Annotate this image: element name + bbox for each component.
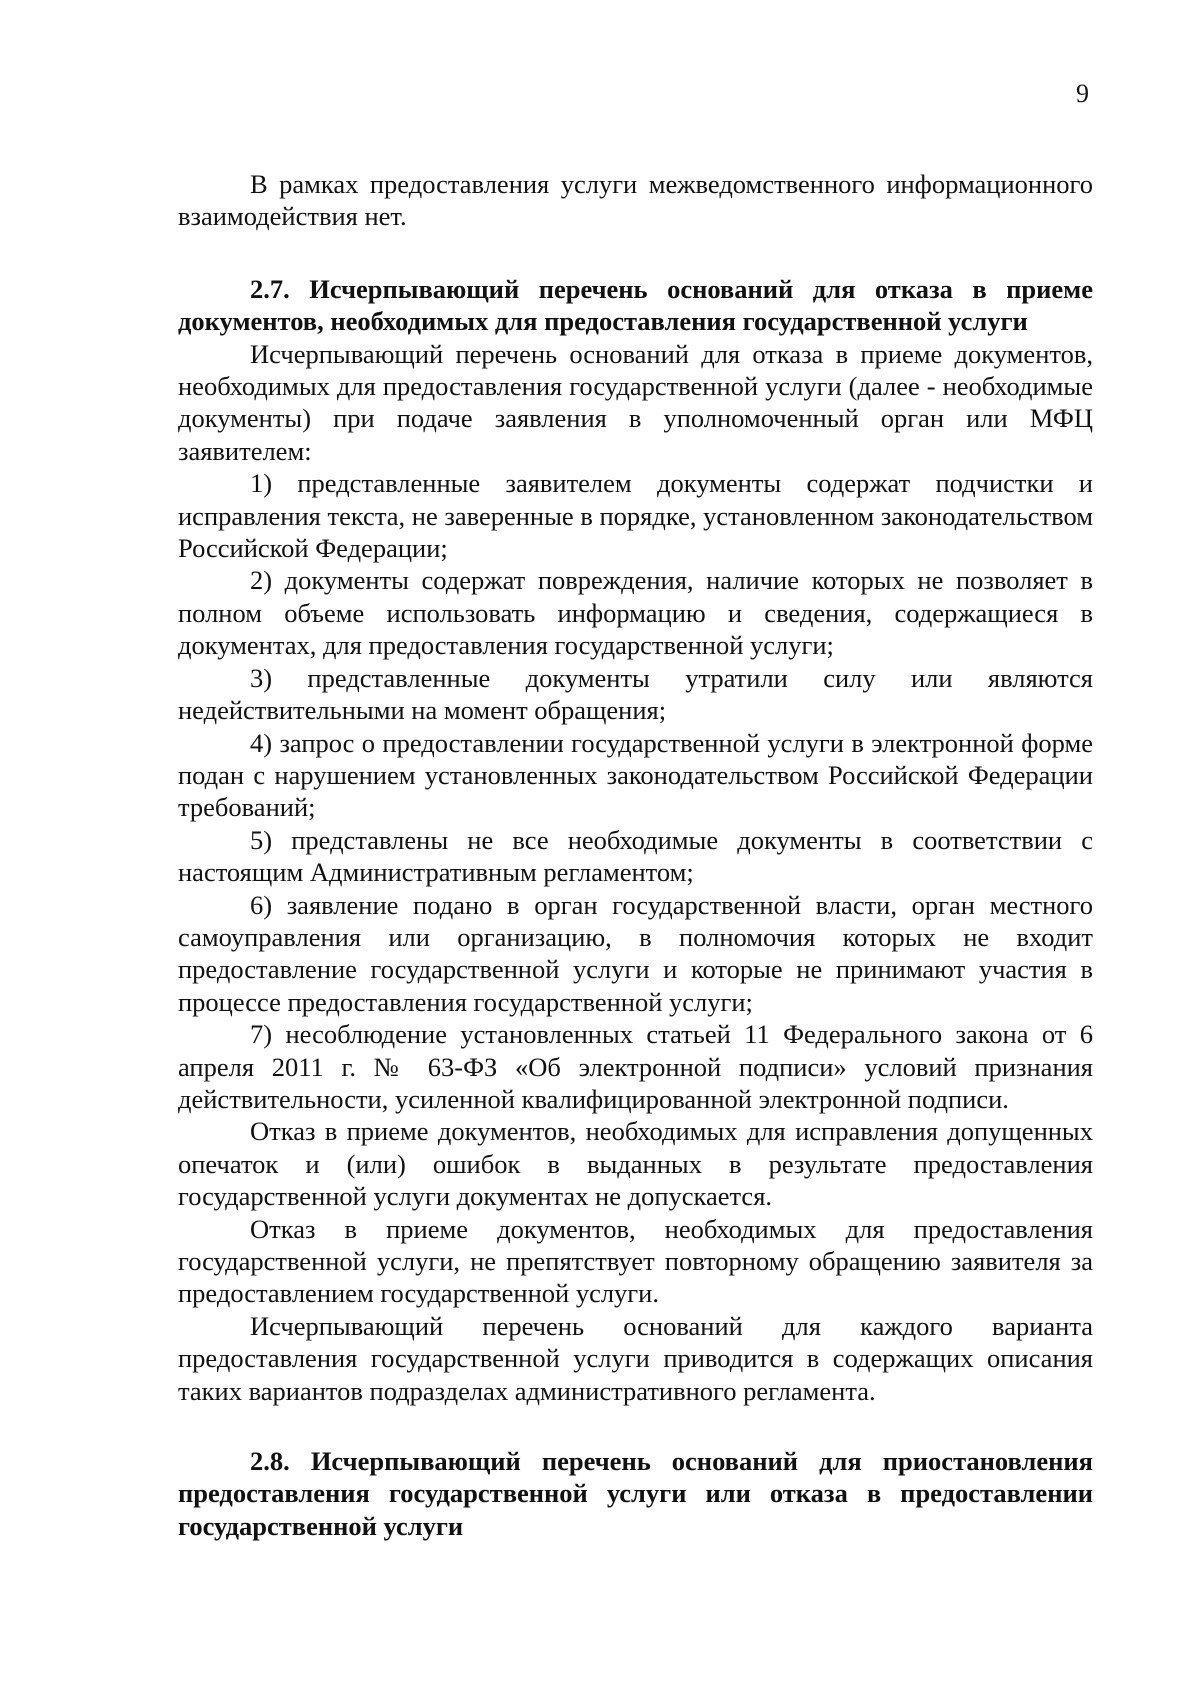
section-2-7-heading: 2.7. Исчерпывающий перечень оснований для отказа в приеме документов, необходимых для предоставления государственной услуги [178,273,1093,337]
page-number: 9 [1076,79,1089,108]
list-item-5: 5) представлены не все необходимые документы в соответствии с настоящим Административным регламентом; [178,824,1093,888]
document-body [178,168,1093,1542]
list-item-1: 1) представленные заявителем документы содержат подчистки и исправления текста, не заверенные в порядке, установленном законодательством Российской Федерации; [178,468,1093,564]
list-item-3: 3) представленные документы утратили силу или являются недействительными на момент обращения; [178,662,1093,726]
section-2-8-heading: 2.8. Исчерпывающий перечень оснований для приостановления предоставления государственной услуги или отказа в предоставлении государственной услуги [178,1446,1093,1541]
intro-paragraph: В рамках предоставления услуги межведомственного информационного взаимодействия нет. [178,169,1093,232]
list-item-6: 6) заявление подано в орган государственной власти, орган местного самоуправления или организацию, в полномочия которых не входит предоставление государственной услуги и которые не принимают участия в процессе предоставления государственной услуги; [178,889,1093,1017]
spacer [178,1407,1093,1445]
list-item-2: 2) документы содержат повреждения, наличие которых не позволяет в полном объеме использовать информацию и сведения, содержащиеся в документах, для предоставления государственной услуги; [178,565,1093,661]
spacer [178,233,1093,273]
paragraph-refusal-corrections: Отказ в приеме документов, необходимых для исправления допущенных опечаток и (или) ошибок в выданных в результате предоставления государственной услуги документах не допускается. [178,1116,1093,1212]
paragraph-variants: Исчерпывающий перечень оснований для каждого варианта предоставления государственной услуги приводится в содержащих описания таких вариантов подразделах административного регламента. [178,1310,1093,1406]
list-item-4: 4) запрос о предоставлении государственной услуги в электронной форме подан с нарушением установленных законодательством Российской Федерации требований; [178,727,1093,823]
paragraph-refusal-repeat: Отказ в приеме документов, необходимых для предоставления государственной услуги, не препятствует повторному обращению заявителя за предоставлением государственной услуги. [178,1213,1093,1309]
section-2-7-lead: Исчерпывающий перечень оснований для отказа в приеме документов, необходимых для предоставления государственной услуги (далее - необходимые документы) при подаче заявления в уполномоченный орган или МФЦ заявителем: [178,338,1093,466]
list-item-7: 7) несоблюдение установленных статьей 11 Федерального закона от 6 апреля 2011 г. № 63-ФЗ «Об электронной подписи» условий признания действительности, усиленной квалифицированной электронной подписи. [178,1019,1093,1114]
